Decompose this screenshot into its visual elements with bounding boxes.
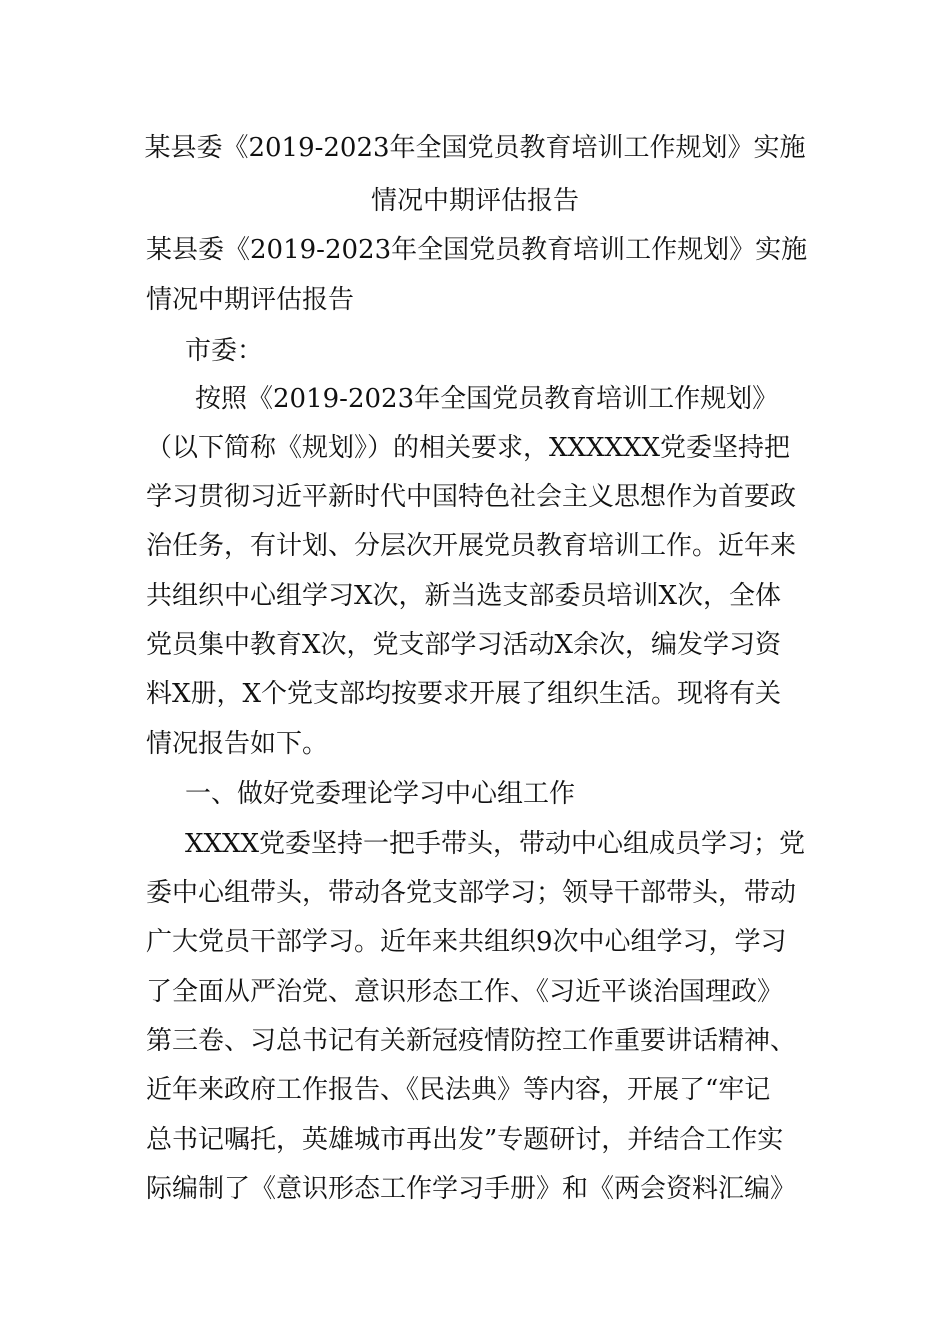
body-line-19: 总书记嘱托，英雄城市再出发”专题研讨，并结合工作实 [146,1125,784,1155]
body-line-6: 学习贯彻习近平新时代中国特色社会主义思想作为首要政 [146,482,797,512]
body-line-10: 料X册，X个党支部均按要求开展了组织生活。现将有关 [146,679,782,709]
body-line-17: 第三卷、习总书记有关新冠疫情防控工作重要讲话精神、 [146,1026,797,1056]
body-line-14: 委中心组带头，带动各党支部学习；领导干部带头，带动 [146,878,797,908]
body-line-8: 共组织中心组学习X次，新当选支部委员培训X次，全体 [146,581,782,611]
body-line-11: 情况报告如下。 [146,729,329,759]
body-line-1: 某县委《2019-2023年全国党员教育培训工作规划》实施 [146,235,808,265]
body-line-20: 际编制了《意识形态工作学习手册》和《两会资料汇编》 [146,1174,797,1204]
body-line-16: 了全面从严治党、意识形态工作、《习近平谈治国理政》 [146,977,784,1007]
body-line-5: （以下简称《规划》）的相关要求，XXXXXX党委坚持把 [146,433,791,463]
body-line-15: 广大党员干部学习。近年来共组织9次中心组学习，学习 [146,927,787,957]
body-line-7: 治任务，有计划、分层次开展党员教育培训工作。近年来 [146,531,797,561]
body-line-2: 情况中期评估报告 [146,285,355,315]
body-line-13: XXXX党委坚持一把手带头，带动中心组成员学习；党 [185,829,806,859]
document-title-line-2: 情况中期评估报告 [370,186,579,216]
salutation: 市委： [185,336,264,366]
section-heading-1: 一、做好党委理论学习中心组工作 [185,779,576,809]
body-line-18: 近年来政府工作报告、《民法典》等内容，开展了“牢记 [146,1075,771,1105]
document-title-line-1: 某县委《2019-2023年全国党员教育培训工作规划》实施 [144,133,806,163]
body-line-9: 党员集中教育X次，党支部学习活动X余次，编发学习资 [146,630,782,660]
body-line-4: 按照《2019-2023年全国党员教育培训工作规划》 [195,384,779,414]
